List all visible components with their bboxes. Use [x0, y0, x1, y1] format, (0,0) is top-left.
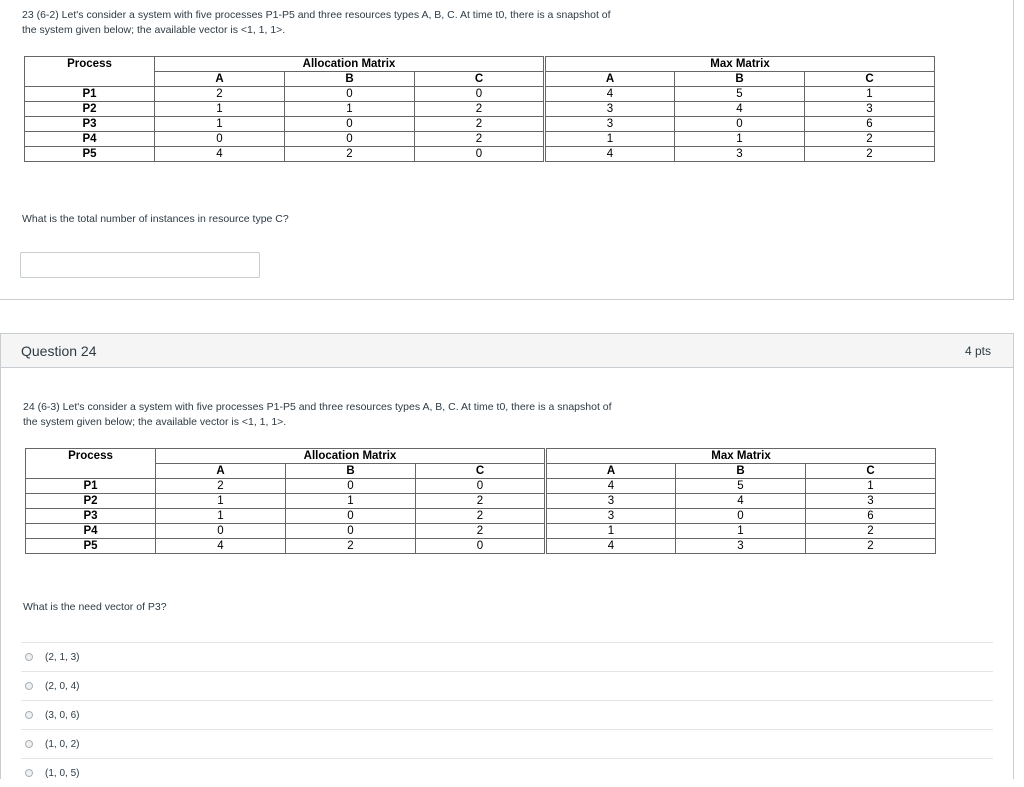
process-name-cell: P2 [26, 494, 156, 509]
matrix-value-cell: 3 [546, 494, 676, 509]
resource-column-header: B [285, 72, 415, 87]
resource-column-header: A [155, 72, 285, 87]
matrix-value-cell: 2 [416, 494, 546, 509]
matrix-value-cell: 1 [155, 102, 285, 117]
matrix-value-cell: 3 [545, 117, 675, 132]
matrix-value-cell: 1 [675, 132, 805, 147]
question-24-header [1, 334, 1013, 368]
question-23-line2: the system given below; the available vector is <1, 1, 1>. [22, 24, 286, 36]
question-24-card [0, 333, 1014, 779]
radio-button[interactable] [25, 740, 33, 748]
matrix-value-cell: 0 [415, 87, 545, 102]
matrix-value-cell: 0 [286, 479, 416, 494]
matrix-value-cell: 2 [806, 524, 936, 539]
table-row [26, 479, 936, 494]
answer-option[interactable] [21, 642, 993, 671]
matrix-table-q24 [25, 448, 936, 554]
matrix-value-cell: 0 [285, 87, 415, 102]
matrix-value-cell: 4 [545, 87, 675, 102]
radio-button[interactable] [25, 769, 33, 777]
answer-option-label: (1, 0, 2) [45, 738, 80, 750]
matrix-value-cell: 1 [285, 102, 415, 117]
matrix-value-cell: 0 [155, 132, 285, 147]
answer-input-q23[interactable] [20, 252, 260, 278]
question-23-prompt: What is the total number of instances in resource type C? [22, 213, 289, 225]
matrix-subheader-row [25, 72, 935, 87]
question-24-title: Question 24 [21, 343, 97, 359]
matrix-value-cell: 4 [156, 539, 286, 554]
process-name-cell: P3 [25, 117, 155, 132]
resource-column-header: C [415, 72, 545, 87]
question-24-prompt: What is the need vector of P3? [23, 601, 167, 613]
matrix-value-cell: 0 [286, 524, 416, 539]
table-row [25, 102, 935, 117]
resource-column-header: A [546, 464, 676, 479]
matrix-value-cell: 2 [805, 132, 935, 147]
matrix-value-cell: 1 [286, 494, 416, 509]
matrix-value-cell: 0 [675, 117, 805, 132]
table-row [26, 539, 936, 554]
matrix-value-cell: 1 [155, 117, 285, 132]
resource-column-header: C [805, 72, 935, 87]
matrix-value-cell: 5 [676, 479, 806, 494]
allocation-matrix-header: Allocation Matrix [156, 449, 546, 464]
matrix-value-cell: 3 [676, 539, 806, 554]
matrix-value-cell: 1 [156, 509, 286, 524]
process-name-cell: P3 [26, 509, 156, 524]
matrix-value-cell: 4 [546, 539, 676, 554]
answer-option[interactable] [21, 700, 993, 729]
matrix-value-cell: 0 [416, 479, 546, 494]
process-name-cell: P2 [25, 102, 155, 117]
matrix-value-cell: 4 [155, 147, 285, 162]
answer-option[interactable] [21, 758, 993, 787]
matrix-header-row [25, 57, 935, 72]
process-name-cell: P5 [25, 147, 155, 162]
resource-column-header: C [806, 464, 936, 479]
matrix-value-cell: 2 [155, 87, 285, 102]
resource-column-header: B [675, 72, 805, 87]
answer-option-label: (2, 0, 4) [45, 680, 80, 692]
table-row [25, 87, 935, 102]
answer-option[interactable] [21, 729, 993, 758]
question-24-text [23, 400, 983, 430]
matrix-subheader-row [26, 464, 936, 479]
matrix-value-cell: 0 [416, 539, 546, 554]
process-header: Process [25, 57, 155, 87]
question-24-line2: the system given below; the available vector is <1, 1, 1>. [23, 416, 287, 428]
matrix-value-cell: 1 [545, 132, 675, 147]
matrix-table-q23 [24, 56, 935, 162]
matrix-value-cell: 0 [156, 524, 286, 539]
matrix-value-cell: 3 [545, 102, 675, 117]
matrix-value-cell: 2 [415, 102, 545, 117]
matrix-value-cell: 2 [285, 147, 415, 162]
answer-option-label: (2, 1, 3) [45, 651, 80, 663]
matrix-value-cell: 3 [805, 102, 935, 117]
process-name-cell: P1 [26, 479, 156, 494]
process-name-cell: P4 [25, 132, 155, 147]
answer-option-label: (3, 0, 6) [45, 709, 80, 721]
matrix-value-cell: 1 [676, 524, 806, 539]
matrix-value-cell: 4 [675, 102, 805, 117]
matrix-value-cell: 0 [285, 117, 415, 132]
matrix-value-cell: 0 [285, 132, 415, 147]
answer-option[interactable] [21, 671, 993, 700]
matrix-value-cell: 6 [805, 117, 935, 132]
allocation-matrix-header: Allocation Matrix [155, 57, 545, 72]
matrix-value-cell: 2 [416, 524, 546, 539]
matrix-value-cell: 3 [546, 509, 676, 524]
matrix-value-cell: 4 [676, 494, 806, 509]
table-row [25, 117, 935, 132]
answer-option-label: (1, 0, 5) [45, 767, 80, 779]
question-23-card [0, 0, 1014, 300]
matrix-value-cell: 5 [675, 87, 805, 102]
process-name-cell: P4 [26, 524, 156, 539]
matrix-header-row [26, 449, 936, 464]
resource-column-header: C [416, 464, 546, 479]
matrix-value-cell: 1 [805, 87, 935, 102]
resource-column-header: A [156, 464, 286, 479]
table-row [26, 494, 936, 509]
question-23-text [22, 8, 982, 38]
table-row [25, 147, 935, 162]
question-23-line1: 23 (6-2) Let's consider a system with five processes P1-P5 and three resources types A, B, C. At time t0, there is a snapshot of [22, 9, 611, 21]
resource-column-header: A [545, 72, 675, 87]
matrix-value-cell: 2 [806, 539, 936, 554]
process-header: Process [26, 449, 156, 479]
matrix-value-cell: 6 [806, 509, 936, 524]
radio-button[interactable] [25, 653, 33, 661]
matrix-value-cell: 2 [415, 132, 545, 147]
radio-button[interactable] [25, 682, 33, 690]
radio-button[interactable] [25, 711, 33, 719]
matrix-value-cell: 1 [806, 479, 936, 494]
matrix-value-cell: 1 [546, 524, 676, 539]
process-name-cell: P1 [25, 87, 155, 102]
table-row [26, 509, 936, 524]
resource-column-header: B [286, 464, 416, 479]
matrix-value-cell: 2 [156, 479, 286, 494]
process-name-cell: P5 [26, 539, 156, 554]
matrix-value-cell: 2 [286, 539, 416, 554]
matrix-value-cell: 4 [545, 147, 675, 162]
matrix-value-cell: 1 [156, 494, 286, 509]
resource-column-header: B [676, 464, 806, 479]
max-matrix-header: Max Matrix [546, 449, 936, 464]
matrix-value-cell: 3 [806, 494, 936, 509]
matrix-value-cell: 0 [286, 509, 416, 524]
matrix-value-cell: 2 [805, 147, 935, 162]
question-24-points: 4 pts [964, 344, 991, 358]
table-row [26, 524, 936, 539]
answer-options [21, 642, 993, 787]
question-24-line1: 24 (6-3) Let's consider a system with five processes P1-P5 and three resources types A, B, C. At time t0, there is a snapshot of [23, 401, 612, 413]
matrix-value-cell: 3 [675, 147, 805, 162]
matrix-value-cell: 2 [416, 509, 546, 524]
matrix-value-cell: 0 [676, 509, 806, 524]
max-matrix-header: Max Matrix [545, 57, 935, 72]
matrix-value-cell: 0 [415, 147, 545, 162]
matrix-value-cell: 2 [415, 117, 545, 132]
matrix-value-cell: 4 [546, 479, 676, 494]
table-row [25, 132, 935, 147]
